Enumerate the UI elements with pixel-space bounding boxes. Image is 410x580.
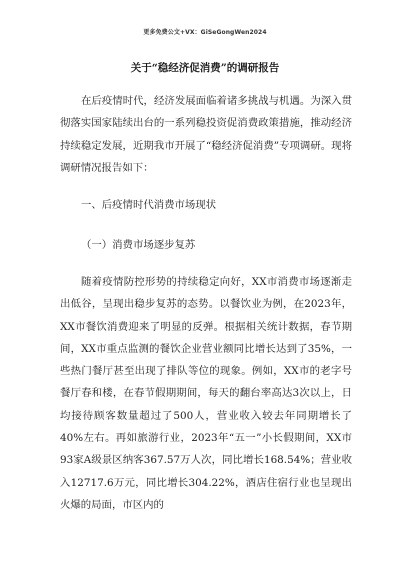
section-heading: 一、后疫情时代消费市场现状 [81, 199, 217, 211]
document-title: 关于“稳经济促消费”的调研报告 [130, 62, 280, 74]
body-paragraph: 随着疫情防控形势的持续稳定向好，XX市消费市场逐渐走出低谷，呈现出稳步复苏的态势。以餐饮业为例，在2023年，XX市餐饮消费迎来了明显的反弹。根据相关统计数据，春节期间，XX市重点监测的餐饮企业营业额同比增长达到了35%，一些热门餐厅甚至出现了排队等位的现象。例如，XX市的老字号餐厅春和楼，在春节假期期间，每天的翻台率高达3次以上，日均接待顾客数量超过了500人，营业收入较去年同期增长了40%左右。再如旅游行业，2023年“五一”小长假期间，XX市93家A级景区纳客367.57万人次，同比增长168.54%；营业收入12717.6万元，同比增长304.22%，酒店住宿行业也呈现出火爆的局面，市区内的 [60, 276, 352, 511]
intro-paragraph: 在后疫情时代，经济发展面临着诸多挑战与机遇。为深入贯彻落实国家陆续出台的一系列稳投资促消费政策措施，推动经济持续稳定发展，近期我市开展了“稳经济促消费”专项调研。现将调研情况报告如下： [60, 95, 352, 174]
header-note: 更多免费公文+VX：GiSeGongWen2024 [143, 29, 267, 36]
subsection-heading: （一）消费市场逐步复苏 [81, 239, 196, 251]
